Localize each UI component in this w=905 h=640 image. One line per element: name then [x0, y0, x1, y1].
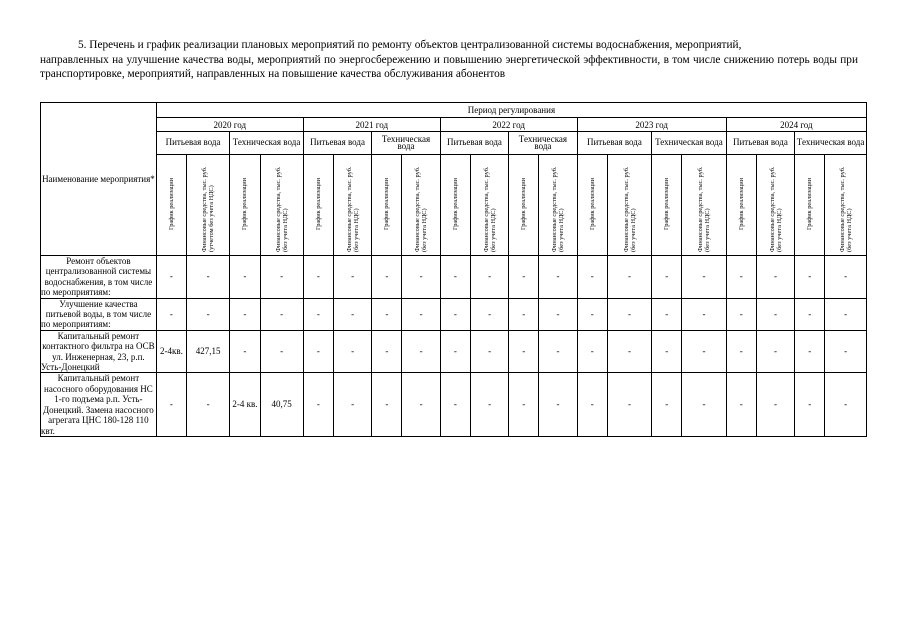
- table-cell: -: [652, 256, 682, 299]
- column-header-label: График реализации: [520, 177, 528, 231]
- table-cell: -: [440, 256, 470, 299]
- year-header: 2022 год: [440, 118, 577, 132]
- schedule-column-header: [230, 155, 260, 256]
- drinking-water-header: Питьевая вода: [303, 132, 371, 155]
- technical-water-header: Техническая вода: [372, 132, 440, 155]
- table-cell: -: [372, 330, 402, 373]
- column-header-label: Финансовые средства, тыс. руб. (утчетом без учета НДС): [201, 166, 216, 252]
- table-cell: -: [509, 298, 539, 330]
- table-cell: -: [607, 256, 651, 299]
- table-cell: -: [539, 330, 577, 373]
- table-row: [41, 373, 867, 436]
- plan-table: [40, 102, 867, 437]
- finance-column-header: [470, 155, 508, 256]
- table-cell: -: [372, 256, 402, 299]
- table-cell: -: [402, 256, 440, 299]
- table-cell: -: [509, 330, 539, 373]
- column-header-label: График реализации: [383, 177, 391, 231]
- table-cell: -: [682, 256, 726, 299]
- column-header-label: Финансовые средства, тыс. руб. (без учета НДС): [622, 166, 637, 252]
- table-cell: -: [539, 256, 577, 299]
- table-cell: -: [440, 298, 470, 330]
- schedule-column-header: [156, 155, 186, 256]
- table-cell: -: [577, 373, 607, 436]
- table-row: [41, 256, 867, 299]
- column-header-label: Финансовые средства, тыс. руб. (без учета НДС): [345, 166, 360, 252]
- table-cell: -: [577, 256, 607, 299]
- table-cell: -: [260, 298, 303, 330]
- schedule-column-header: [440, 155, 470, 256]
- table-cell: -: [509, 256, 539, 299]
- table-cell: -: [756, 330, 794, 373]
- table-cell: -: [825, 256, 867, 299]
- activity-name: Ремонт объектов централизованной системы водоснабжения, в том числе по мероприятиям:: [41, 256, 157, 299]
- column-header-label: График реализации: [241, 177, 249, 231]
- table-cell: -: [795, 256, 825, 299]
- table-cell: -: [652, 298, 682, 330]
- heading-line-rest: направленных на улучшение качества воды, мероприятий по энергосбережению и повышению энергетической эффективности, в том числе снижению потерь воды при транспортировке, мероприятий, направленных на повышение качества обслуживания абонентов: [40, 53, 858, 80]
- table-cell: -: [440, 373, 470, 436]
- table-cell: -: [539, 298, 577, 330]
- table-cell: -: [726, 256, 756, 299]
- table-cell: -: [303, 298, 333, 330]
- table-row: [41, 330, 867, 373]
- table-cell: -: [372, 298, 402, 330]
- table-cell: -: [577, 298, 607, 330]
- column-header-label: Финансовые средства, тыс. руб. (без учета НДС): [768, 166, 783, 252]
- year-header: 2020 год: [156, 118, 303, 132]
- table-cell: -: [795, 298, 825, 330]
- table-cell: -: [470, 330, 508, 373]
- column-header-label: График реализации: [588, 177, 596, 231]
- column-header-label: График реализации: [451, 177, 459, 231]
- table-cell: -: [260, 330, 303, 373]
- table-cell: -: [607, 330, 651, 373]
- table-cell: -: [756, 298, 794, 330]
- schedule-column-header: [652, 155, 682, 256]
- table-cell: -: [470, 373, 508, 436]
- table-cell: -: [682, 373, 726, 436]
- drinking-water-header: Питьевая вода: [156, 132, 230, 155]
- finance-column-header: [260, 155, 303, 256]
- activity-name: Капитальный ремонт насосного оборудования НС 1-го подъема р.п. Усть-Донецкий. Замена насосного агрегата ЦНС 180-128 110 квт.: [41, 373, 157, 436]
- year-header: 2024 год: [726, 118, 866, 132]
- year-header: 2021 год: [303, 118, 440, 132]
- table-cell: -: [303, 373, 333, 436]
- table-cell: -: [334, 256, 372, 299]
- table-cell: -: [187, 298, 230, 330]
- column-header-label: График реализации: [167, 177, 175, 231]
- finance-column-header: [825, 155, 867, 256]
- table-cell: -: [652, 373, 682, 436]
- schedule-column-header: [303, 155, 333, 256]
- column-header-label: Финансовые средства, тыс. руб. (без учета НДС): [482, 166, 497, 252]
- table-cell: -: [187, 256, 230, 299]
- table-cell: -: [825, 330, 867, 373]
- finance-column-header: [334, 155, 372, 256]
- table-cell: -: [402, 373, 440, 436]
- schedule-column-header: [509, 155, 539, 256]
- heading-line-1: 5. Перечень и график реализации плановых мероприятий по ремонту объектов централизованной системы водоснабжения, мероприятий,: [78, 39, 742, 51]
- table-cell: -: [156, 256, 186, 299]
- column-header-label: График реализации: [314, 177, 322, 231]
- finance-column-header: [539, 155, 577, 256]
- table-row: [41, 298, 867, 330]
- table-cell: -: [334, 298, 372, 330]
- table-cell: 2-4кв.: [156, 330, 186, 373]
- activity-name: Улучшение качества питьевой воды, в том числе по мероприятиям:: [41, 298, 157, 330]
- schedule-column-header: [795, 155, 825, 256]
- table-cell: -: [652, 330, 682, 373]
- activity-name: Капитальный ремонт контактного фильтра на ОСВ ул. Инженерная, 23, р.п. Усть-Донецкий: [41, 330, 155, 373]
- table-cell: -: [230, 298, 260, 330]
- table-cell: -: [156, 373, 186, 436]
- column-header-label: График реализации: [663, 177, 671, 231]
- schedule-column-header: [372, 155, 402, 256]
- table-cell: -: [156, 298, 186, 330]
- table-cell: -: [682, 298, 726, 330]
- table-cell: -: [230, 256, 260, 299]
- table-cell: -: [795, 330, 825, 373]
- table-cell: 427,15: [187, 330, 230, 373]
- table-cell: -: [303, 330, 333, 373]
- table-cell: 40,75: [260, 373, 303, 436]
- period-header: Период регулирования: [156, 103, 866, 118]
- table-cell: -: [303, 256, 333, 299]
- table-cell: -: [402, 298, 440, 330]
- finance-column-header: [682, 155, 726, 256]
- drinking-water-header: Питьевая вода: [440, 132, 508, 155]
- table-cell: -: [509, 373, 539, 436]
- name-column-header: Наименование мероприятия*: [41, 103, 157, 256]
- table-cell: -: [726, 330, 756, 373]
- table-cell: -: [539, 373, 577, 436]
- table-cell: -: [682, 330, 726, 373]
- table-cell: -: [607, 298, 651, 330]
- table-cell: -: [825, 373, 867, 436]
- table-cell: -: [440, 330, 470, 373]
- finance-column-header: [756, 155, 794, 256]
- table-cell: -: [187, 373, 230, 436]
- table-cell: -: [334, 373, 372, 436]
- section-heading: [40, 38, 858, 82]
- table-cell: -: [756, 256, 794, 299]
- table-cell: -: [372, 373, 402, 436]
- drinking-water-header: Питьевая вода: [726, 132, 794, 155]
- column-header-label: Финансовые средства, тыс. руб. (без учета НДС): [838, 166, 853, 252]
- table-cell: -: [577, 330, 607, 373]
- table-cell: -: [795, 373, 825, 436]
- technical-water-header: Техническая вода: [509, 132, 577, 155]
- technical-water-header: Техническая вода: [795, 132, 867, 155]
- table-cell: 2-4 кв.: [230, 373, 260, 436]
- drinking-water-header: Питьевая вода: [577, 132, 652, 155]
- table-cell: -: [260, 256, 303, 299]
- finance-column-header: [187, 155, 230, 256]
- column-header-label: Финансовые средства, тыс. руб. (без учета НДС): [551, 166, 566, 252]
- table-cell: -: [607, 373, 651, 436]
- finance-column-header: [402, 155, 440, 256]
- year-header: 2023 год: [577, 118, 726, 132]
- table-cell: -: [756, 373, 794, 436]
- table-cell: -: [230, 330, 260, 373]
- table-cell: -: [726, 373, 756, 436]
- column-header-label: Финансовые средства, тыс. руб. (без учета НДС): [414, 166, 429, 252]
- column-header-label: Финансовые средства, тыс. руб. (без учета НДС): [274, 166, 289, 252]
- table-cell: -: [726, 298, 756, 330]
- schedule-column-header: [726, 155, 756, 256]
- table-cell: -: [470, 256, 508, 299]
- table-cell: -: [825, 298, 867, 330]
- finance-column-header: [607, 155, 651, 256]
- technical-water-header: Техническая вода: [652, 132, 727, 155]
- schedule-column-header: [577, 155, 607, 256]
- technical-water-header: Техническая вода: [230, 132, 304, 155]
- table-cell: -: [402, 330, 440, 373]
- column-header-label: Финансовые средства, тыс. руб. (без учета НДС): [697, 166, 712, 252]
- column-header-label: График реализации: [737, 177, 745, 231]
- table-cell: -: [334, 330, 372, 373]
- table-cell: -: [470, 298, 508, 330]
- column-header-label: График реализации: [806, 177, 814, 231]
